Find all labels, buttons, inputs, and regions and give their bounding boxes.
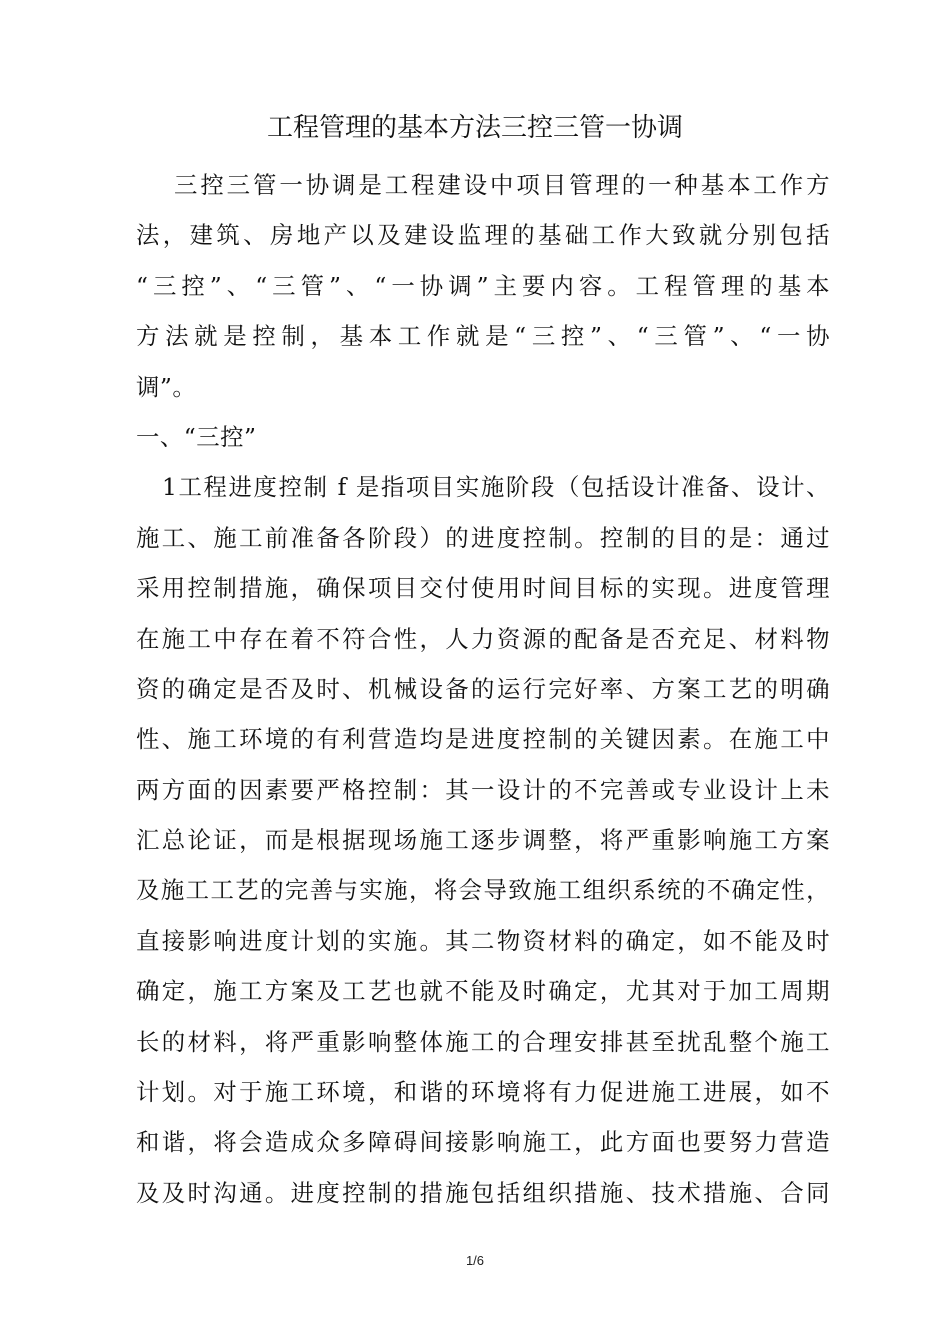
text-line: 及及时沟通。进度控制的措施包括组织措施、技术措施、合同 <box>136 1178 830 1207</box>
text-line: 及施工工艺的完善与实施，将会导致施工组织系统的不确定性， <box>136 876 830 905</box>
text-line: 施工、施工前准备各阶段）的进度控制。控制的目的是：通过 <box>136 523 830 552</box>
text-line: 直接影响进度计划的实施。其二物资材料的确定，如不能及时 <box>136 926 830 955</box>
page-number: 1/6 <box>465 1253 485 1268</box>
text-line: 1工程进度控制 f 是指项目实施阶段（包括设计准备、设计、 <box>162 473 830 502</box>
text-line: 长的材料，将严重影响整体施工的合理安排甚至扰乱整个施工 <box>136 1027 830 1056</box>
text-line: 在施工中存在着不符合性，人力资源的配备是否充足、材料物 <box>136 624 830 653</box>
text-line: 汇总论证，而是根据现场施工逐步调整，将严重影响施工方案 <box>136 826 830 855</box>
text-line: 计划。对于施工环境，和谐的环境将有力促进施工进展，如不 <box>136 1078 830 1107</box>
text-line: 确定，施工方案及工艺也就不能及时确定，尤其对于加工周期 <box>136 977 830 1006</box>
text-line: 采用控制措施，确保项目交付使用时间目标的实现。进度管理 <box>136 574 830 603</box>
text-line: 法，建筑、房地产以及建设监理的基础工作大致就分别包括 <box>136 221 830 250</box>
text-line: 调”。 <box>136 372 197 401</box>
text-line: 性、施工环境的有利营造均是进度控制的关键因素。在施工中 <box>136 725 830 754</box>
text-line: 一、“三控” <box>136 422 257 451</box>
text-line: “三控”、“三管”、“一协调”主要内容。工程管理的基本 <box>136 271 830 300</box>
document-title: 工程管理的基本方法三控三管一协调 <box>266 113 683 143</box>
text-line: 三控三管一协调是工程建设中项目管理的一种基本工作方 <box>174 171 830 199</box>
text-line: 和谐，将会造成众多障碍间接影响施工，此方面也要努力营造 <box>136 1128 830 1157</box>
text-line: 资的确定是否及时、机械设备的运行完好率、方案工艺的明确 <box>136 674 830 703</box>
text-line: 两方面的因素要严格控制：其一设计的不完善或专业设计上未 <box>136 775 830 804</box>
document-body <box>136 160 830 1218</box>
text-line: 方法就是控制，基本工作就是“三控”、“三管”、“一协 <box>136 322 830 351</box>
